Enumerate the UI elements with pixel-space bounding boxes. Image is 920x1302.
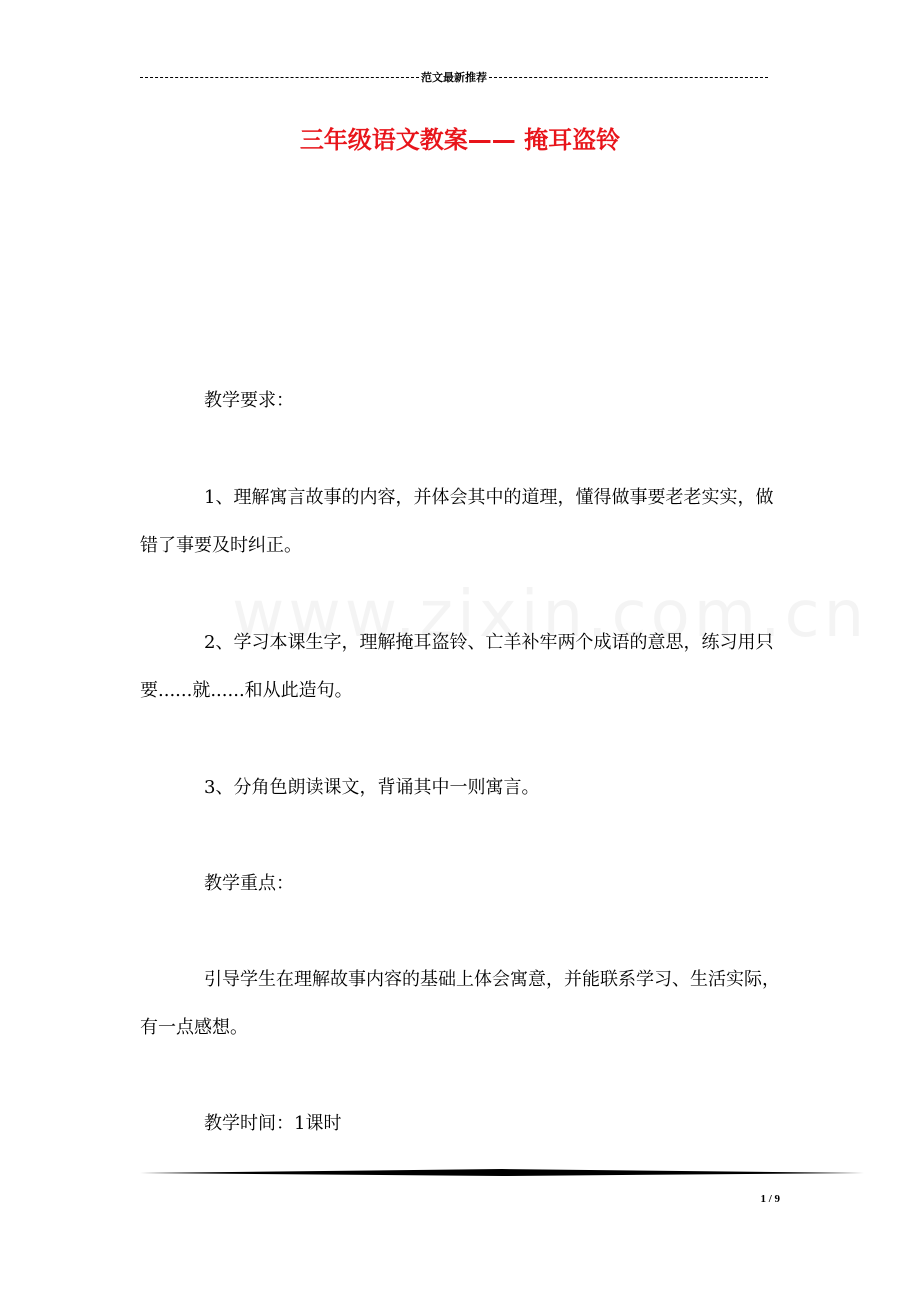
paragraph-requirement-3: 3、分角色朗读课文，背诵其中一则寓言。 xyxy=(204,777,540,798)
document-title: 三年级语文教案—— 掩耳盗铃 xyxy=(299,126,621,154)
footer-rule xyxy=(140,1168,864,1178)
page-header xyxy=(140,68,768,86)
section-heading-focus: 教学重点： xyxy=(204,873,294,894)
header-dash-right xyxy=(489,77,768,78)
paragraph-requirement-2: 2、学习本课生字，理解掩耳盗铃、亡羊补牢两个成语的意思，练习用只要......就......和从此造句。 xyxy=(140,632,774,701)
header-label: 范文最新推荐 xyxy=(421,71,487,84)
header-dash-left xyxy=(140,77,419,78)
paragraph-focus: 引导学生在理解故事内容的基础上体会寓意，并能联系学习、生活实际，有一点感想。 xyxy=(140,969,780,1038)
section-heading-requirements: 教学要求： xyxy=(204,390,294,411)
page-number: 1 / 9 xyxy=(760,1193,780,1205)
paragraph-teaching-time: 教学时间：1课时 xyxy=(204,1113,342,1134)
paragraph-requirement-1: 1、理解寓言故事的内容，并体会其中的道理，懂得做事要老老实实，做错了事要及时纠正。 xyxy=(140,487,774,556)
